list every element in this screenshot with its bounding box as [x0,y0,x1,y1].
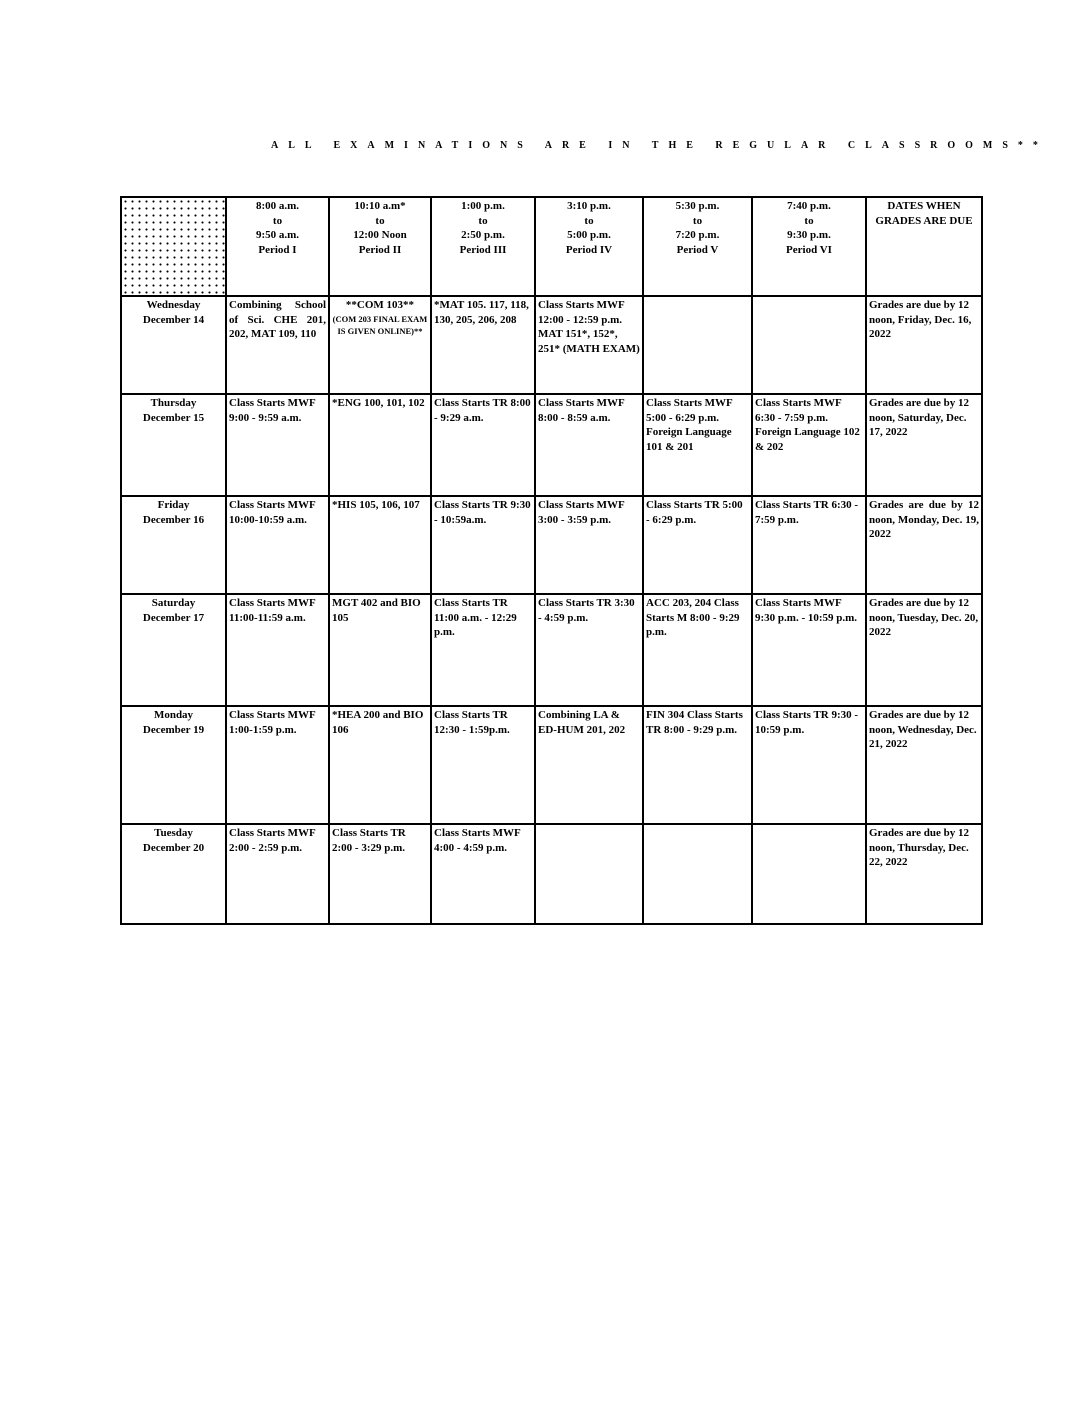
exam-cell: Class Starts TR 12:30 - 1:59p.m. [431,706,535,824]
exam-cell: Class Starts MWF 3:00 - 3:59 p.m. [535,496,643,594]
period-3-header: 1:00 p.m. to 2:50 p.m. Period III [431,197,535,296]
exam-cell: Class Starts MWF 5:00 - 6:29 p.m. Foreign Language 101 & 201 [643,394,752,496]
day-cell: Wednesday December 14 [121,296,226,394]
exam-cell: Class Starts MWF 9:00 - 9:59 a.m. [226,394,329,496]
period-5-header: 5:30 p.m. to 7:20 p.m. Period V [643,197,752,296]
exam-cell: Class Starts TR 11:00 a.m. - 12:29 p.m. [431,594,535,706]
grades-due-header: DATES WHEN GRADES ARE DUE [866,197,982,296]
table-row [121,824,982,924]
exam-cell: Class Starts MWF 8:00 - 8:59 a.m. [535,394,643,496]
exam-cell [643,824,752,924]
grades-due-cell: Grades are due by 12 noon, Wednesday, Dec. 21, 2022 [866,706,982,824]
grades-due-cell: Grades are due by 12 noon, Thursday, Dec. 22, 2022 [866,824,982,924]
page-title: ALL EXAMINATIONS ARE IN THE REGULAR CLASSROOMS** [271,140,1048,151]
exam-cell: ACC 203, 204 Class Starts M 8:00 - 9:29 p.m. [643,594,752,706]
day-cell: Tuesday December 20 [121,824,226,924]
exam-cell: Combining LA & ED-HUM 201, 202 [535,706,643,824]
exam-cell [752,824,866,924]
grades-due-cell: Grades are due by 12 noon, Tuesday, Dec. 20, 2022 [866,594,982,706]
exam-cell: Class Starts TR 9:30 - 10:59a.m. [431,496,535,594]
exam-cell: Class Starts TR 8:00 - 9:29 a.m. [431,394,535,496]
exam-cell: Class Starts TR 2:00 - 3:29 p.m. [329,824,431,924]
exam-cell: Class Starts MWF 6:30 - 7:59 p.m. Foreign Language 102 & 202 [752,394,866,496]
day-cell: Thursday December 15 [121,394,226,496]
exam-cell: Class Starts MWF 4:00 - 4:59 p.m. [431,824,535,924]
exam-cell: Class Starts TR 5:00 - 6:29 p.m. [643,496,752,594]
exam-cell: Class Starts MWF 9:30 p.m. - 10:59 p.m. [752,594,866,706]
exam-cell: *HIS 105, 106, 107 [329,496,431,594]
exam-cell: Class Starts TR 6:30 - 7:59 p.m. [752,496,866,594]
corner-pattern-cell [121,197,226,296]
grades-due-cell: Grades are due by 12 noon, Friday, Dec. 16, 2022 [866,296,982,394]
day-cell: Monday December 19 [121,706,226,824]
period-2-header: 10:10 a.m* to 12:00 Noon Period II [329,197,431,296]
period-1-header: 8:00 a.m. to 9:50 a.m. Period I [226,197,329,296]
day-cell: Friday December 16 [121,496,226,594]
exam-cell: Class Starts TR 9:30 - 10:59 p.m. [752,706,866,824]
exam-cell-main: **COM 103** [345,299,415,311]
grades-due-cell: Grades are due by 12 noon, Monday, Dec. 19, 2022 [866,496,982,594]
exam-cell [752,296,866,394]
exam-cell: Combining School of Sci. CHE 201, 202, MAT 109, 110 [226,296,329,394]
exam-cell: FIN 304 Class Starts TR 8:00 - 9:29 p.m. [643,706,752,824]
grades-due-cell: Grades are due by 12 noon, Saturday, Dec. 17, 2022 [866,394,982,496]
exam-cell: Class Starts MWF 2:00 - 2:59 p.m. [226,824,329,924]
table-row [121,496,982,594]
exam-cell: Class Starts MWF 10:00-10:59 a.m. [226,496,329,594]
exam-cell: Class Starts MWF 12:00 - 12:59 p.m. MAT 151*, 152*, 251* (MATH EXAM) [535,296,643,394]
table-row [121,296,982,394]
exam-cell: Class Starts MWF 11:00-11:59 a.m. [226,594,329,706]
table-row [121,706,982,824]
table-row [121,394,982,496]
exam-cell [643,296,752,394]
exam-schedule-table [120,196,983,925]
day-cell: Saturday December 17 [121,594,226,706]
exam-cell [535,824,643,924]
exam-cell-note: (COM 203 FINAL EXAM IS GIVEN ONLINE)** [332,313,428,336]
table-row [121,594,982,706]
exam-cell [329,296,431,394]
period-4-header: 3:10 p.m. to 5:00 p.m. Period IV [535,197,643,296]
exam-cell: *HEA 200 and BIO 106 [329,706,431,824]
exam-cell: Class Starts MWF 1:00-1:59 p.m. [226,706,329,824]
exam-cell: *ENG 100, 101, 102 [329,394,431,496]
exam-cell: Class Starts TR 3:30 - 4:59 p.m. [535,594,643,706]
exam-cell: *MAT 105. 117, 118, 130, 205, 206, 208 [431,296,535,394]
exam-cell: MGT 402 and BIO 105 [329,594,431,706]
period-6-header: 7:40 p.m. to 9:30 p.m. Period VI [752,197,866,296]
header-row [121,197,982,296]
